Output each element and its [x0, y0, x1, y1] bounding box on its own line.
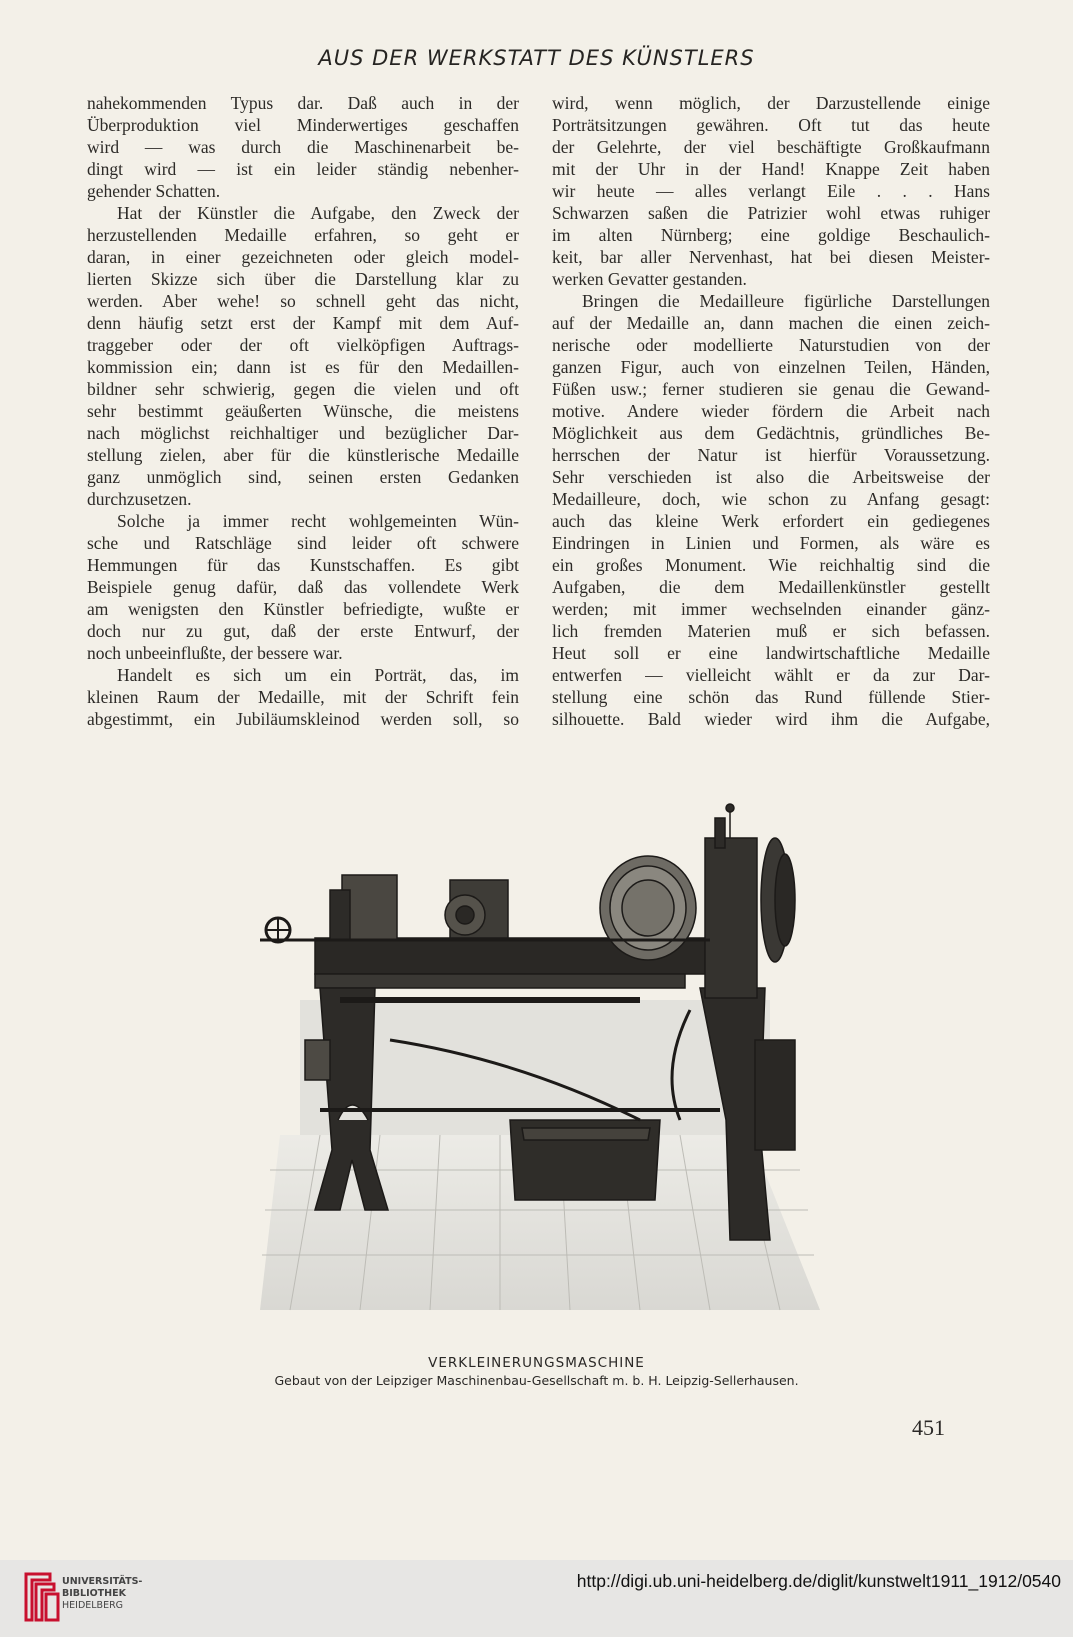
text-line: Solche ja immer recht wohlgemeinten Wün-: [117, 511, 519, 531]
text-line: Überproduktion viel Minderwertiges geschaffen: [87, 115, 519, 135]
text-line: silhouette. Bald wieder wird ihm die Aufgabe,: [552, 709, 990, 729]
text-line: noch unbeeinflußte, der bessere war.: [87, 643, 343, 663]
text-line: sche und Ratschläge sind leider oft schwere: [87, 533, 519, 553]
source-url[interactable]: http://digi.ub.uni-heidelberg.de/diglit/kunstwelt1911_1912/0540: [576, 1571, 1061, 1591]
text-line: Handelt es sich um ein Porträt, das, im: [117, 665, 519, 685]
running-title: AUS DER WERKSTATT DES KÜNSTLERS: [318, 46, 755, 70]
text-line: Beispiele genug dafür, daß das vollendete Werk: [87, 577, 519, 597]
text-line: daran, in einer gezeichneten oder gleich model-: [87, 247, 519, 267]
text-line: Sehr verschieden ist also die Arbeitsweise der: [552, 467, 990, 487]
text-line: auf der Medaille an, dann machen die einen zeich-: [552, 313, 990, 333]
page-number: 451: [912, 1415, 945, 1440]
library-logo-icon: [20, 1570, 60, 1624]
text-line: Bringen die Medailleure figürliche Darstellungen: [582, 291, 990, 311]
text-line: abgestimmt, ein Jubiläumskleinod werden soll, so: [87, 709, 519, 729]
machine-illustration: [260, 790, 830, 1345]
text-line: durchzusetzen.: [87, 489, 192, 509]
text-line: werden. Aber wehe! so schnell geht das nicht,: [87, 291, 519, 311]
text-line: wird — was durch die Maschinenarbeit be-: [87, 137, 519, 157]
text-line: stellung eine schön das Rund füllende Stier-: [552, 687, 990, 707]
text-line: herzustellenden Medaille erfahren, so geht er: [87, 225, 519, 245]
text-line: Möglichkeit aus dem Gedächtnis, gründliches Be-: [552, 423, 990, 443]
text-line: lierten Skizze sich über die Darstellung klar zu: [87, 269, 519, 289]
text-line: ein großes Monument. Wie reichhaltig sind die: [552, 555, 990, 575]
text-line: werden; mit immer wechselnden einander gänz-: [552, 599, 990, 619]
figure-caption-title: VERKLEINERUNGSMASCHINE: [428, 1355, 645, 1371]
text-line: Füßen usw.; ferner studieren sie genau die Gewand-: [552, 379, 990, 399]
text-line: Aufgaben, die dem Medaillenkünstler gestellt: [552, 577, 990, 597]
text-line: Schwarzen saßen die Patrizier wohl etwas ruhiger: [552, 203, 990, 223]
text-line: werken Gevatter gestanden.: [552, 269, 747, 289]
text-line: keit, bar aller Nervenhast, hat bei diesen Meister-: [552, 247, 990, 267]
figure-caption-subtitle: Gebaut von der Leipziger Maschinenbau-Gesellschaft m. b. H. Leipzig-Sellerhausen.: [274, 1373, 799, 1388]
library-name: [62, 1576, 142, 1612]
library-name-line1: UNIVERSITÄTS-: [62, 1576, 143, 1587]
text-line: am wenigsten den Künstler befriedigte, wußte er: [87, 599, 519, 619]
text-line: nahekommenden Typus dar. Daß auch in der: [87, 93, 519, 113]
text-line: kommission ein; dann ist es für den Medaillen-: [87, 357, 519, 377]
text-line: entwerfen — vielleicht wählt er da zur Dar-: [552, 665, 990, 685]
right-text-column: [552, 92, 990, 730]
text-line: bildner sehr schwierig, gegen die vielen und oft: [87, 379, 519, 399]
text-line: mit der Uhr in der Hand! Knappe Zeit haben: [552, 159, 990, 179]
text-line: Heut soll er eine landwirtschaftliche Medaille: [552, 643, 990, 663]
text-line: stellung zielen, aber für die künstlerische Medaille: [87, 445, 519, 465]
text-line: nerische oder modellierte Naturstudien von der: [552, 335, 990, 355]
text-line: im alten Nürnberg; eine goldige Beschaulich-: [552, 225, 990, 245]
text-line: der Gelehrte, der viel beschäftigte Großkaufmann: [552, 137, 990, 157]
text-line: wir heute — alles verlangt Eile . . . Hans: [552, 181, 990, 201]
library-name-line3: HEIDELBERG: [62, 1600, 124, 1611]
text-line: Hemmungen für das Kunstschaffen. Es gibt: [87, 555, 519, 575]
text-line: sehr bestimmt geäußerten Wünsche, die meistens: [87, 401, 519, 421]
text-line: kleinen Raum der Medaille, mit der Schrift fein: [87, 687, 519, 707]
footer-bar: [0, 1560, 1073, 1637]
text-line: gehender Schatten.: [87, 181, 221, 201]
text-line: motive. Andere wieder fördern die Arbeit nach: [552, 401, 990, 421]
text-line: denn häufig setzt erst der Kampf mit dem Auf-: [87, 313, 519, 333]
text-line: nach möglichst reichhaltiger und bezüglicher Dar-: [87, 423, 519, 443]
text-line: dingt wird — ist ein leider ständig nebenher-: [87, 159, 519, 179]
text-line: Porträtsitzungen gewähren. Oft tut das heute: [552, 115, 990, 135]
text-line: Medailleure, doch, wie schon zu Anfang gesagt:: [552, 489, 990, 509]
left-text-column: [87, 92, 519, 730]
text-line: auch das kleine Werk erfordert ein gediegenes: [552, 511, 990, 531]
text-line: traggeber oder der oft vielköpfigen Auftrags-: [87, 335, 519, 355]
text-line: ganzen Figur, auch von einzelnen Teilen, Händen,: [552, 357, 990, 377]
text-line: herrschen der Natur ist hierfür Voraussetzung.: [552, 445, 990, 465]
text-line: ganz unmöglich sind, seinen ersten Gedanken: [87, 467, 519, 487]
text-line: Eindringen in Linien und Formen, als wäre es: [552, 533, 990, 553]
text-line: lich fremden Materien muß er sich befassen.: [552, 621, 990, 641]
text-line: doch nur zu gut, daß der erste Entwurf, der: [87, 621, 519, 641]
text-line: Hat der Künstler die Aufgabe, den Zweck der: [117, 203, 519, 223]
library-name-line2: BIBLIOTHEK: [62, 1588, 126, 1599]
text-line: wird, wenn möglich, der Darzustellende einige: [552, 93, 990, 113]
